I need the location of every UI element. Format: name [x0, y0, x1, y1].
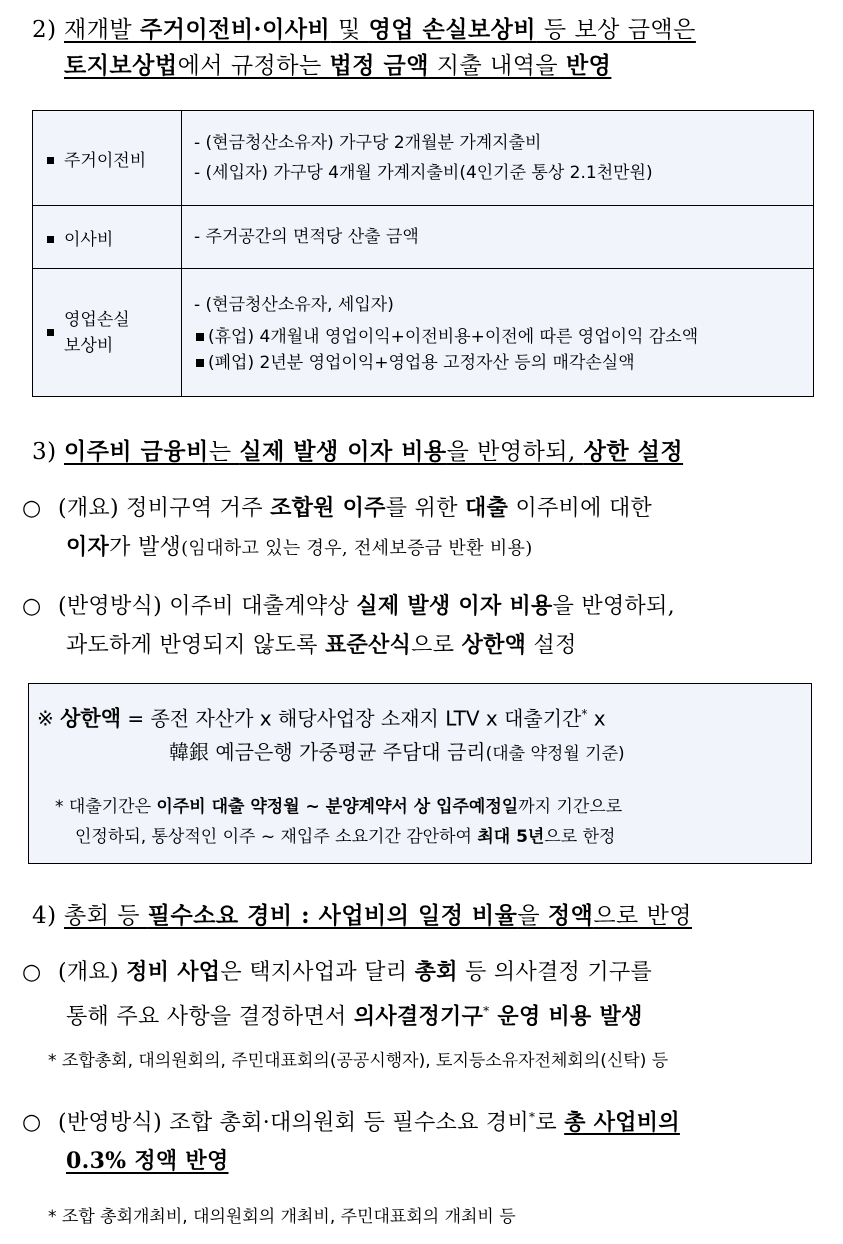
- section-2-heading: 2) 재개발 주거이전비·이사비 및 영업 손실보상비 등 보상 금액은 토지보상법에서 규정하는 법정 금액 지출 내역을 반영: [32, 12, 696, 84]
- section-3-heading: 3) 이주비 금융비는 실제 발생 이자 비용을 반영하되, 상한 설정: [32, 434, 683, 470]
- row-label: 주거이전비: [33, 111, 182, 206]
- overview-paragraph: ○ (개요) 정비구역 거주 조합원 이주를 위한 대출 이주비에 대한 이자가 발생(임대하고 있는 경우, 전세보증금 반환 비용): [22, 489, 822, 568]
- circle-bullet-icon: ○: [22, 960, 42, 985]
- row-content: - (현금청산소유자, 세입자) (휴업) 4개월내 영업이익+이전비용+이전에 따른 영업이익 감소액 (폐업) 2년분 영업이익+영업용 고정자산 등의 매각손실액: [182, 269, 814, 397]
- square-bullet-icon: [196, 359, 204, 367]
- section-number: 4): [32, 903, 57, 929]
- reference-mark-icon: ※: [37, 706, 54, 731]
- cap-formula-box: [28, 683, 812, 864]
- row-label: 영업손실 보상비: [33, 269, 182, 397]
- bullet-icon: [47, 329, 54, 336]
- overview-paragraph: ○ (개요) 정비 사업은 택지사업과 달리 총회 등 의사결정 기구를 통해 주요 사항을 결정하면서 의사결정기구* 운영 비용 발생: [22, 953, 822, 1036]
- footnote: * 조합 총회개최비, 대의원회의 개최비, 주민대표회의 개최비 등: [48, 1207, 516, 1227]
- loan-period-note: * 대출기간은 이주비 대출 약정월 ~ 분양계약서 상 입주예정일까지 기간으로 인정하되, 통상적인 이주 ~ 재입주 소요기간 감안하여 최대 5년으로 한정: [55, 797, 623, 847]
- compensation-table: [32, 110, 814, 397]
- formula-line-2: 韓銀 예금은행 가중평균 주담대 금리(대출 약정월 기준): [169, 740, 625, 764]
- table-row: [33, 111, 814, 206]
- section-number: 3): [32, 439, 57, 465]
- row-label: 이사비: [33, 206, 182, 269]
- bullet-icon: [47, 157, 54, 164]
- table-row: [33, 269, 814, 397]
- footnote: * 조합총회, 대의원회의, 주민대표회의(공공시행자), 토지등소유자전체회의(신탁) 등: [48, 1051, 669, 1071]
- method-paragraph: ○ (반영방식) 이주비 대출계약상 실제 발생 이자 비용을 반영하되, 과도하게 반영되지 않도록 표준산식으로 상한액 설정: [22, 587, 822, 665]
- bullet-icon: [47, 236, 54, 243]
- row-content: - (현금청산소유자) 가구당 2개월분 가계지출비 - (세입자) 가구당 4개월 가계지출비(4인기준 통상 2.1천만원): [182, 111, 814, 206]
- row-content: - 주거공간의 면적당 산출 금액: [182, 206, 814, 269]
- table-row: [33, 206, 814, 269]
- section-4-heading: 4) 총회 등 필수소요 경비 : 사업비의 일정 비율을 정액으로 반영: [32, 898, 692, 934]
- section-number: 2): [32, 17, 57, 43]
- formula-line-1: ※ 상한액 = 종전 자산가 x 해당사업장 소재지 LTV x 대출기간* x: [37, 706, 606, 731]
- cap-title: 상한액: [60, 706, 121, 731]
- square-bullet-icon: [196, 333, 204, 341]
- circle-bullet-icon: ○: [22, 1110, 42, 1136]
- circle-bullet-icon: ○: [22, 594, 42, 619]
- method-paragraph: ○ (반영방식) 조합 총회·대의원회 등 필수소요 경비*로 총 사업비의 0.3% 정액 반영: [22, 1098, 822, 1181]
- circle-bullet-icon: ○: [22, 496, 42, 521]
